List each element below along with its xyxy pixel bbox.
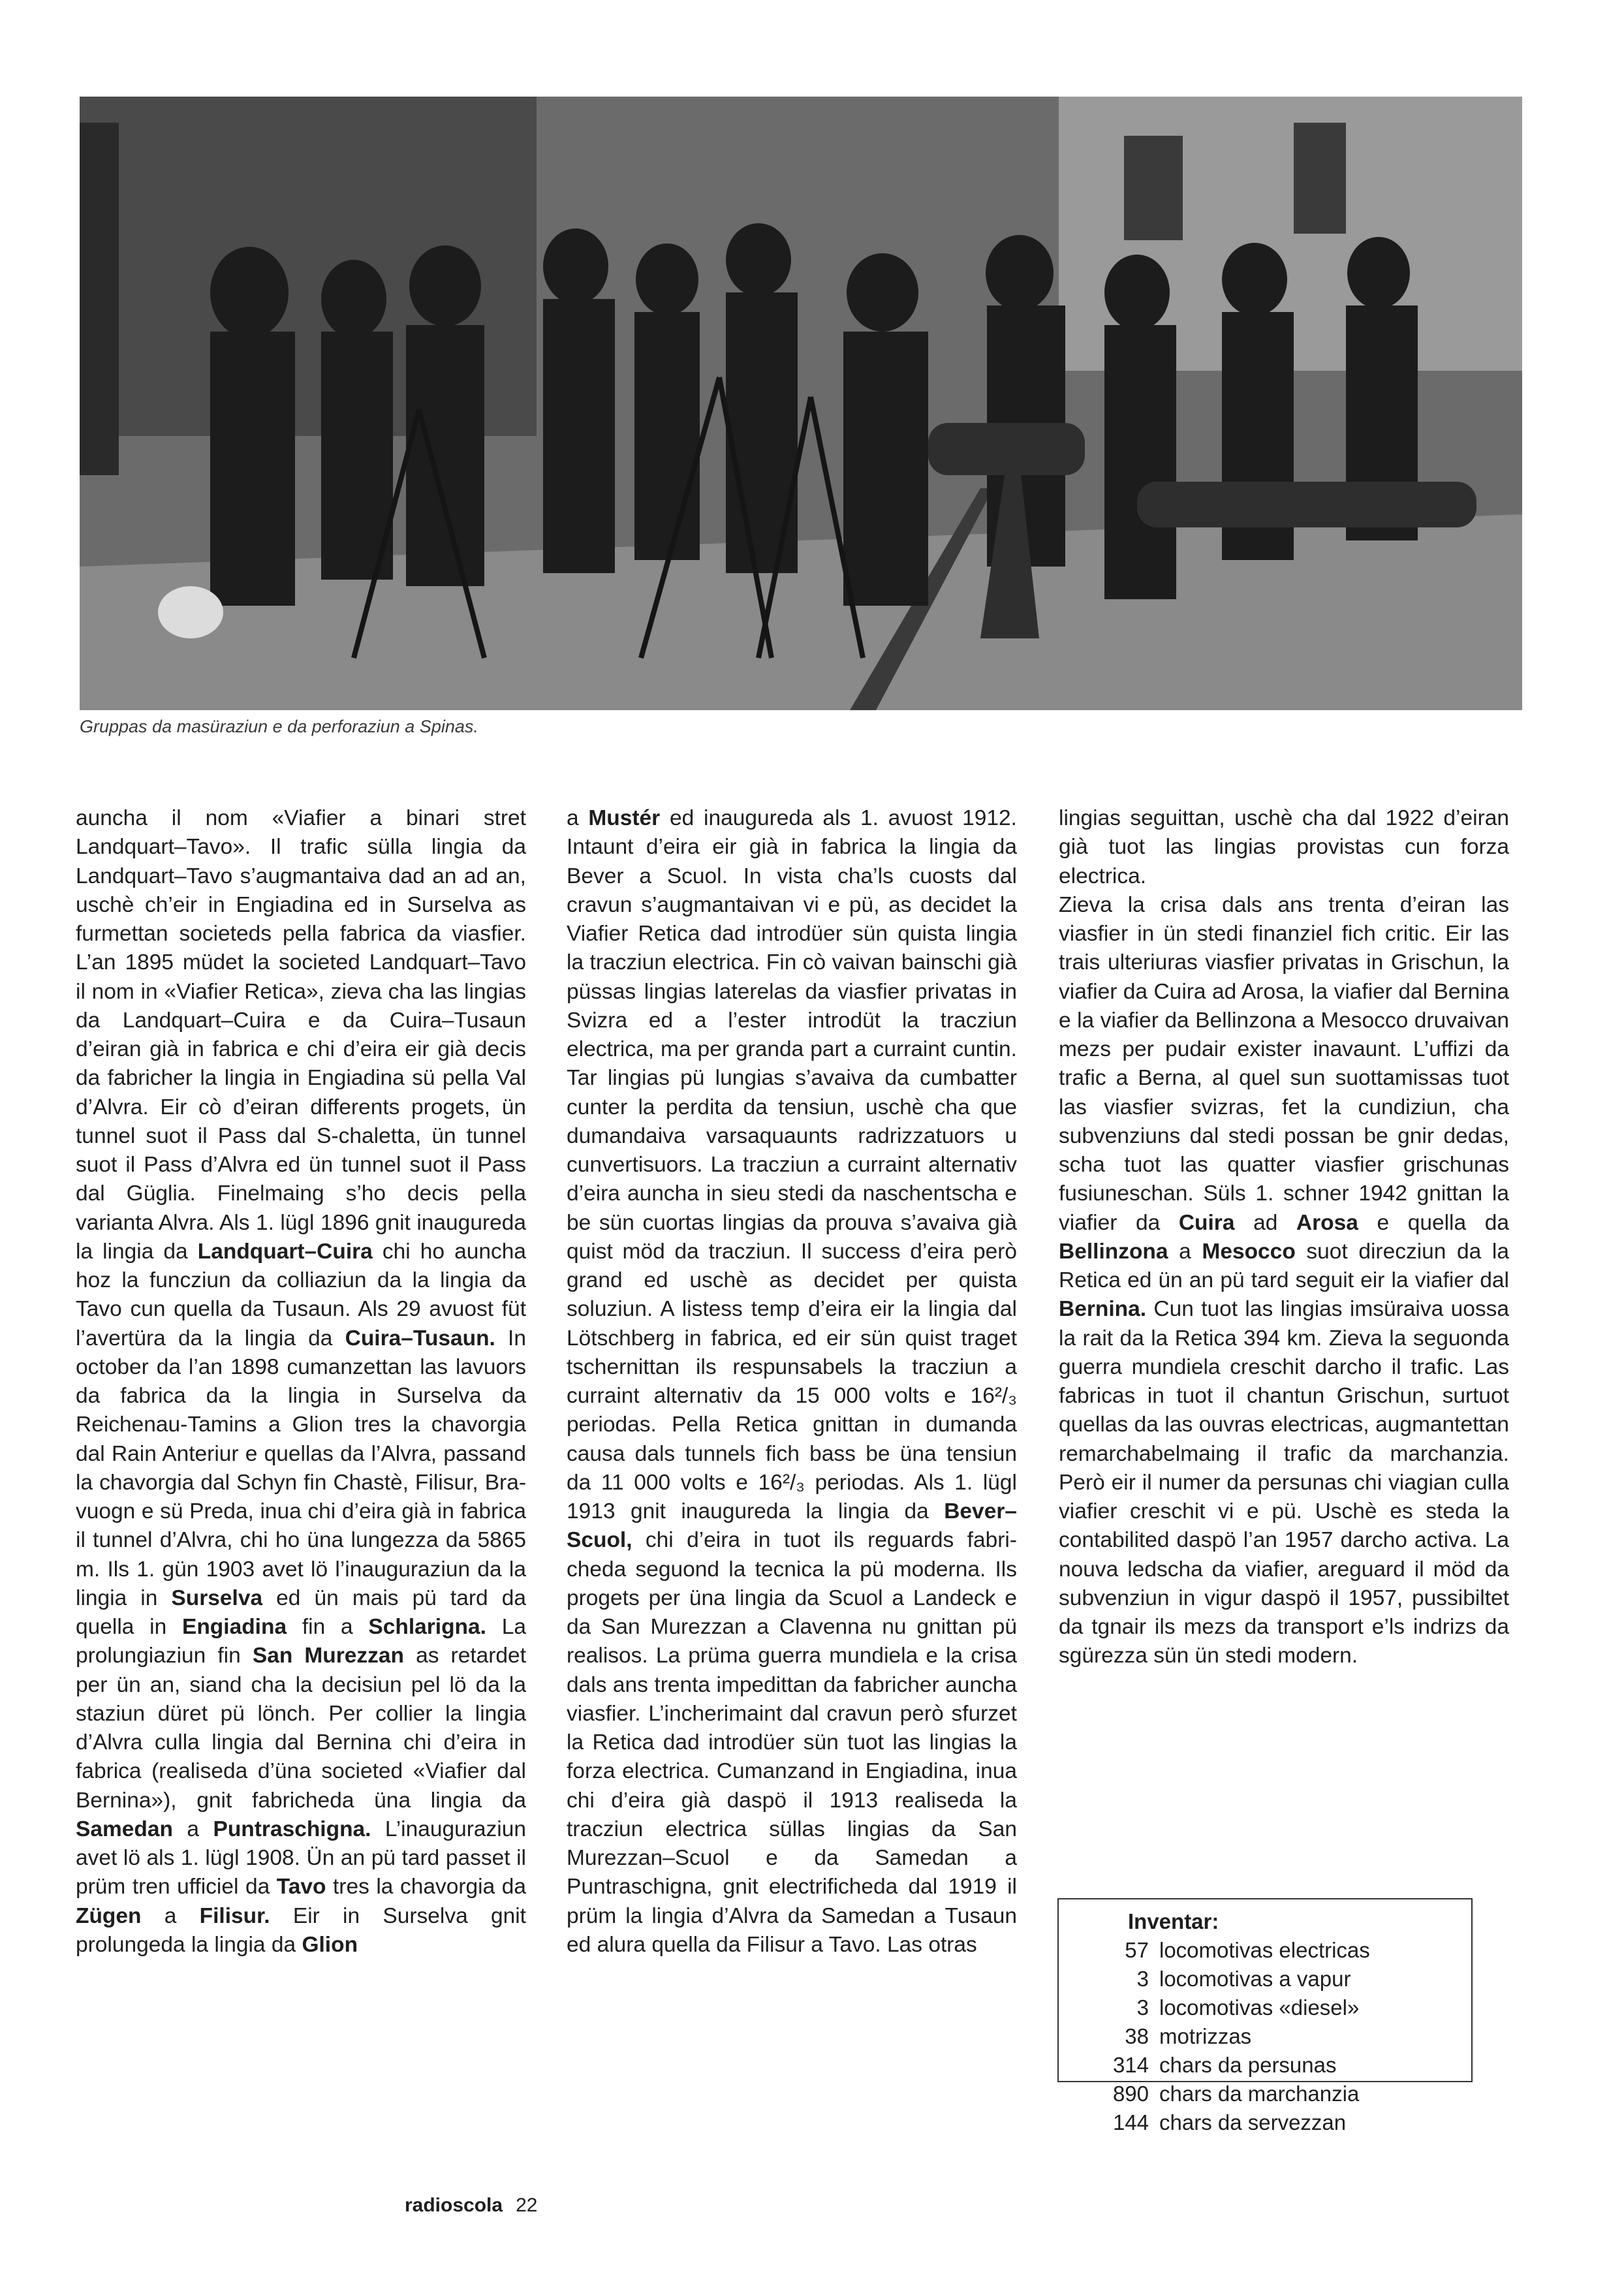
text-run: a bbox=[1168, 1239, 1202, 1264]
bold-place-name: Cuira bbox=[1178, 1210, 1235, 1235]
bold-place-name: Arosa bbox=[1296, 1210, 1358, 1235]
text-run: ad bbox=[1234, 1210, 1296, 1235]
inventory-count: 3 bbox=[1136, 1967, 1149, 1991]
inventory-label: motrizzas bbox=[1159, 2024, 1252, 2048]
bold-place-name: Samedan bbox=[76, 1817, 173, 1841]
inventory-label: chars da servezzan bbox=[1159, 2110, 1347, 2134]
article-column-3 bbox=[1059, 804, 1509, 1671]
bold-place-name: Bever–Scuol, bbox=[567, 1499, 1017, 1553]
text-run: chi d’eira in tuot ils reguards fabricheda seguond la tecnica la pü moderna. Ils progets per üna lingia da Scuol a Landeck e da San Murezzan a Clavenna nu gnittan pü realisos. La prüma guerra mundiela e la crisa dals ans trenta impedittan da fabricher auncha viasfier. L’incherimaint dal cravun però sfurzet la Retica dad introdüer sün tuot las lingias la forza electrica. Cumanzand in Engiadina, inua chi d’eira già daspö il 1913 realiseda la tracziun electrica süllas lingias da San Murezzan–Scuol e da Samedan a Puntraschigna, gnit electrificheda dal 1919 il prüm la lingia d’Alvra da Samedan a Tusaun ed alura quella da Filisur a Tavo. Las otras bbox=[567, 1528, 1017, 1957]
page-number: 22 bbox=[516, 2194, 538, 2216]
bold-place-name: Mustér bbox=[588, 806, 661, 830]
bold-place-name: Landquart–Cuira bbox=[197, 1239, 373, 1264]
bold-place-name: Zügen bbox=[76, 1903, 142, 1928]
text-run: ed ün mais pü tard da quella in bbox=[76, 1585, 526, 1639]
inventory-count: 38 bbox=[1125, 2024, 1149, 2048]
photo-illustration bbox=[80, 97, 1522, 710]
text-run: Cun tuot las lingias imsüraiva uossa la rait da la Retica 394 km. Zieva la seguonda guerra mundiela creschit darcho il trafic. Las fabricas in tuot il chantun Grischun, surtuot quellas da las ouvras electricas, augmantettan remarchabelmaing il trafic da marchanzia. Però eir il numer da persunas chi viagian culla viafier creschit vi e pü. Uschè es steda la contabilited daspö l’an 1957 darcho activa. La nouva ledscha da viafier, areguard il möd da subvenziun in vigur daspö il 1957, pussibiltet da tgnair ils mezs da transport e’ls indrizs da sgürezza sün ün stedi modern. bbox=[1059, 1297, 1509, 1668]
text-run: a bbox=[141, 1903, 200, 1928]
inventory-title: Inventar: bbox=[1128, 1909, 1219, 1933]
text-run: as retardet per ün an, siand cha la decisiun pel lö da la staziun düret pü lönch. Per collier la lingia d’Alvra culla lingia dal Bernina chi d’eira in fabrica (realiseda d’üna societed «Viafier dal Bernina»), gnit fabricheda üna lingia da bbox=[76, 1644, 526, 1813]
inventory-box bbox=[1057, 1898, 1473, 2134]
inventory-count: 144 bbox=[1112, 2110, 1149, 2134]
bold-place-name: Bernina. bbox=[1059, 1297, 1147, 1322]
text-run: In october da l’an 1898 cumanzettan las lavuors da fabrica da la lingia in Surselva da Reichenau-Tamins a Glion tres la chavorgia dal Rain Anteriur e quellas da l’Alvra, passand la chavorgia dal Schyn fin Chastè, Filisur, Bravuogn e sü Preda, inua chi d’eira già in fabrica il tunnel d’Alvra, chi ho üna lungezza da 5865 m. Ils 1. gün 1903 avet lö l’inauguraziun da la lingia in bbox=[76, 1326, 526, 1610]
inventory-item bbox=[1059, 2022, 1471, 2051]
inventory-item bbox=[1059, 1936, 1471, 1965]
bold-place-name: Schlarigna. bbox=[368, 1615, 486, 1639]
bold-place-name: San Murezzan bbox=[252, 1644, 404, 1668]
inventory-label: locomotivas «diesel» bbox=[1159, 1995, 1360, 2020]
text-run: tres la chavorgia da bbox=[326, 1875, 526, 1899]
bold-place-name: Tavo bbox=[276, 1875, 326, 1899]
inventory-item bbox=[1059, 2080, 1471, 2108]
inventory-item bbox=[1059, 1965, 1471, 1993]
inventory-list bbox=[1059, 1936, 1471, 2137]
inventory-item bbox=[1059, 2051, 1471, 2080]
page-footer bbox=[405, 2194, 537, 2217]
inventory-item bbox=[1059, 2108, 1471, 2137]
publication-name: radioscola bbox=[405, 2194, 503, 2216]
text-run: ed inaugureda als 1. avuost 1912. Intaunt d’eira eir già in fabrica la lingia da Bever a Scuol. In vista cha’ls cuosts dal cravun s’augmantaivan vi e pü, as decidet la Viafier Retica dad introdüer sün quista lingia la tracziun electrica. Fin cò vaivan bainschi già püssas lingias laterelas da viasfier privatas in Svizra ed a l’ester introdüt la tracziun electrica, ma per granda part a curraint cuntin. Tar lingias pü lungias s’avaiva da cumbatter cunter la perdita da tensiun, uschè cha que dumandaiva varsaquaunts radrizzatuors u cunvertisuors. La tracziun a curraint alternativ d’eira auncha in sieu stedi da naschentscha e be sün cuortas lingias da prouva s’avaiva già quist möd da tracziun. Il success d’eira però grand ed uschè as decidet per quista soluziun. A listess temp d’eira eir la lingia dal Lötschberg in fabrica, ed eir sün quist traget tschernittan ils respunsabels la tracziun a curraint alternativ da 15 000 volts e 16²/₃ periodas. Pella Retica gnittan in dumanda causa dals tunnels fich bass be üna tensiun da 11 000 volts e 16²/₃ periodas. Als 1. lügl 1913 gnit inaugureda la lingia da bbox=[567, 806, 1017, 1523]
text-run: fin a bbox=[287, 1615, 369, 1639]
inventory-label: chars da marchanzia bbox=[1159, 2082, 1360, 2106]
inventory-label: chars da persunas bbox=[1159, 2053, 1337, 2077]
text-run: e quella da bbox=[1358, 1210, 1509, 1235]
photo-caption: Gruppas da masüraziun e da perforaziun a Spinas. bbox=[80, 717, 478, 736]
inventory-count: 57 bbox=[1125, 1938, 1149, 1962]
text-run: La prolungiaziun fin bbox=[76, 1615, 526, 1668]
article-column-1 bbox=[76, 804, 526, 1959]
text-run: auncha il nom «Viafier a binari stret Landquart–Tavo». Il trafic sülla lingia da Landquart–Tavo s’augmantaiva dad an ad an, uschè ch’eir in Engiadina ed in Surselva as furmettan societeds pella fabrica da viasfier. L’an 1895 müdet la societed Landquart–Tavo il nom in «Viafier Retica», zieva cha las lingias da Landquart–Cuira e da Cuira–Tusaun d’eiran già in fabrica e chi d’eira eir già decis da fabricher la lingia in Engiadina sü pella Val d’Alvra. Eir cò d’eiran differents progets, ün tunnel suot il Pass dal S-chaletta, ün tunnel suot il Pass d’Alvra ed ün tunnel suot il Pass dal Güglia. Finelmaing s’ho decis pella varianta Alvra. Als 1. lügl 1896 gnit inaugureda la lingia da bbox=[76, 806, 526, 1264]
inventory-count: 314 bbox=[1112, 2053, 1149, 2077]
bold-place-name: Puntraschigna. bbox=[213, 1817, 371, 1841]
text-run: lingias seguittan, uschè cha dal 1922 d’eiran già tuot las lingias provistas cun forza electrica. bbox=[1059, 806, 1509, 888]
text-run: suot direcziun da la Retica ed ün an pü tard seguit eir la viafier dal bbox=[1059, 1239, 1510, 1292]
inventory-count: 3 bbox=[1136, 1995, 1149, 2020]
historic-photo bbox=[80, 97, 1522, 710]
text-run: a bbox=[172, 1817, 213, 1841]
text-run: Zieva la crisa dals ans trenta d’eiran las viasfier in ün stedi finanziel fich critic. Eir las trais ulteriuras viasfier privatas in Grischun, la viafier da Cuira ad Arosa, la viafier dal Bernina e la viafier da Bellinzona a Mesocco druvaivan mezs per pudair exister inavaunt. L’uffizi da trafic a Berna, al quel sun suottamissas tuot las viasfier svizras, fet la cundiziun, cha subvenziuns dal stedi possan be gnir dedas, scha tuot las quatter viasfier grischunas fusiuneschan. Süls 1. schner 1942 gnittan la viafier da bbox=[1059, 892, 1509, 1235]
inventory-item bbox=[1059, 1993, 1471, 2022]
bold-place-name: Bellinzona bbox=[1059, 1239, 1168, 1264]
inventory-label: locomotivas electricas bbox=[1159, 1938, 1370, 1962]
text-run: Eir in Surselva gnit prolungeda la lingia da bbox=[76, 1903, 526, 1957]
text-run: a bbox=[567, 806, 589, 830]
bold-place-name: Filisur. bbox=[199, 1903, 270, 1928]
bold-place-name: Engiadina bbox=[182, 1615, 287, 1639]
bold-place-name: Cuira–Tusaun. bbox=[345, 1326, 495, 1350]
bold-place-name: Mesocco bbox=[1202, 1239, 1296, 1264]
text-run: L’inauguraziun avet lö als 1. lügl 1908. Ün an pü tard passet il prüm tren ufficiel da bbox=[76, 1817, 526, 1899]
bold-place-name: Glion bbox=[302, 1932, 358, 1957]
bold-place-name: Surselva bbox=[171, 1585, 263, 1610]
text-run: chi ho auncha hoz la funcziun da colliaziun da la lingia da Tavo cun quella da Tusaun. Als 29 avuost füt l’avertüra da la lingia da bbox=[76, 1239, 526, 1350]
inventory-label: locomotivas a vapur bbox=[1159, 1967, 1351, 1991]
article-column-2 bbox=[567, 804, 1017, 1959]
inventory-count: 890 bbox=[1112, 2082, 1149, 2106]
